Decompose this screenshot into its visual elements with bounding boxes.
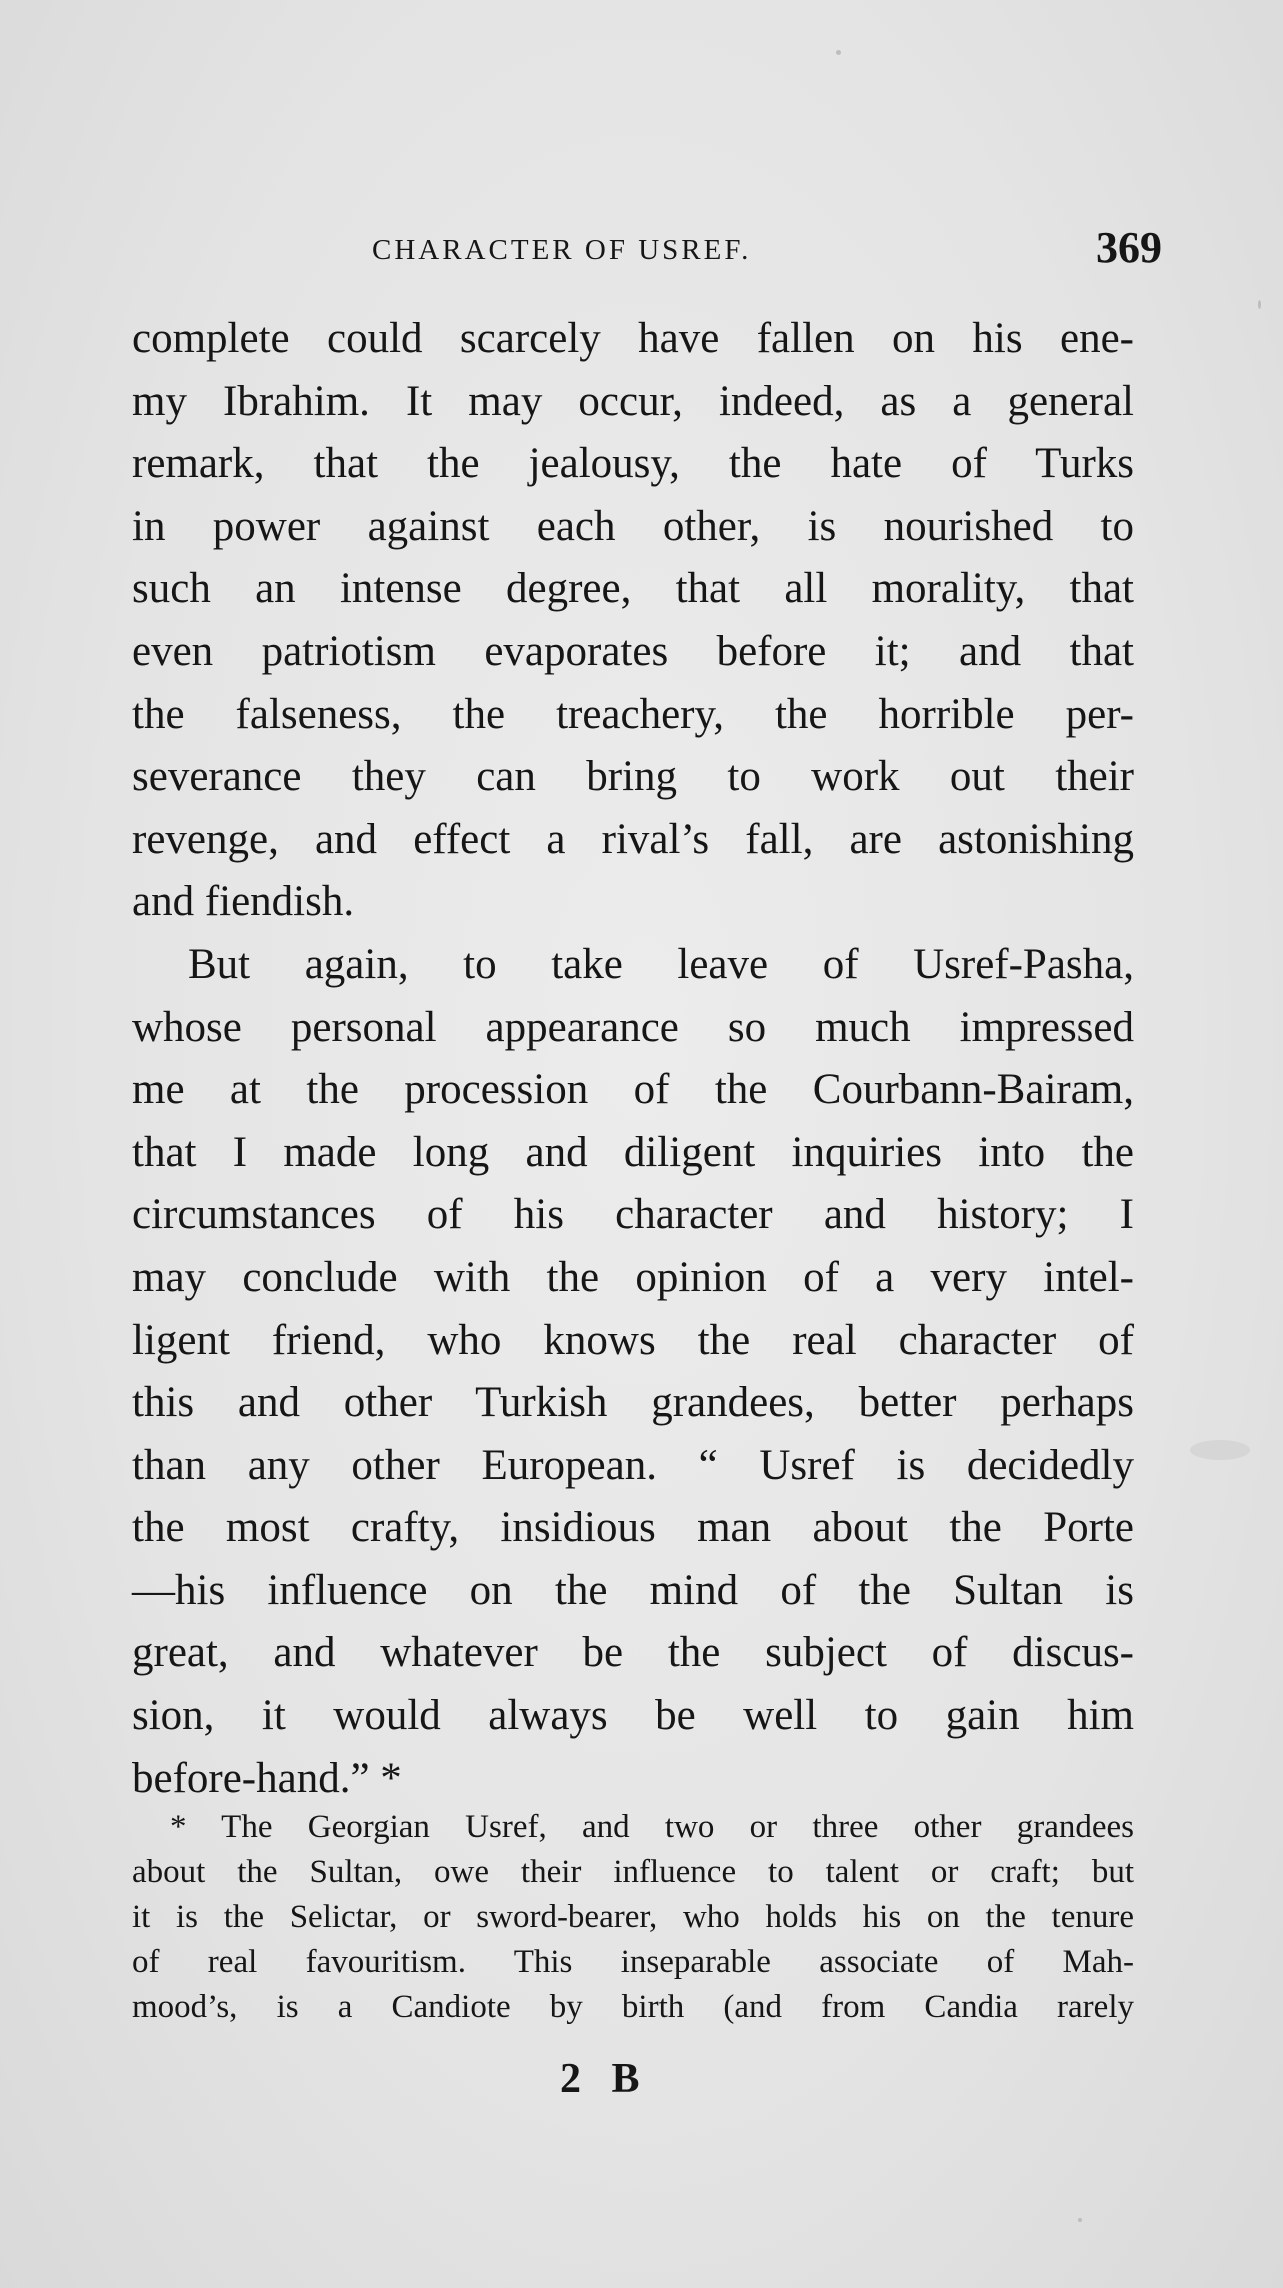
footnote-line: mood’s, is a Candiote by birth (and from Candia rarely bbox=[132, 1989, 1134, 2025]
body-line: even patriotism evaporates before it; and that bbox=[132, 627, 1134, 675]
body-line: than any other European. “ Usref is decidedly bbox=[132, 1441, 1134, 1489]
body-line: my Ibrahim. It may occur, indeed, as a general bbox=[132, 377, 1134, 425]
body-line: me at the procession of the Courbann-Bairam, bbox=[132, 1066, 1134, 1114]
footnote-line: it is the Selictar, or sword-bearer, who holds his on the tenure bbox=[132, 1899, 1134, 1935]
signature-mark: 2 B bbox=[560, 2056, 650, 2102]
paper-speck bbox=[1258, 300, 1261, 309]
body-line: great, and whatever be the subject of discus- bbox=[132, 1629, 1134, 1677]
body-line-paragraph-end: before-hand.” * bbox=[132, 1754, 402, 1802]
body-line-paragraph-end: and fiendish. bbox=[132, 878, 355, 926]
page-number: 369 bbox=[1096, 223, 1162, 272]
body-line: severance they can bring to work out their bbox=[132, 753, 1134, 801]
paper-speck bbox=[836, 50, 841, 55]
footnote bbox=[132, 1805, 1134, 2030]
footnote-line: of real favouritism. This inseparable associate of Mah- bbox=[132, 1944, 1134, 1980]
body-line: remark, that the jealousy, the hate of Turks bbox=[132, 440, 1134, 488]
paper-speck bbox=[1078, 2218, 1082, 2222]
running-head bbox=[132, 222, 1162, 274]
body-line: the most crafty, insidious man about the Porte bbox=[132, 1504, 1134, 1552]
body-line: revenge, and effect a rival’s fall, are astonishing bbox=[132, 815, 1134, 863]
footnote-line: about the Sultan, owe their influence to talent or craft; but bbox=[132, 1854, 1134, 1890]
running-title: CHARACTER OF USREF. bbox=[372, 234, 752, 266]
body-line: such an intense degree, that all morality, that bbox=[132, 565, 1134, 613]
body-line: complete could scarcely have fallen on his ene- bbox=[132, 315, 1134, 362]
body-line: whose personal appearance so much impressed bbox=[132, 1003, 1134, 1051]
body-line: that I made long and diligent inquiries into the bbox=[132, 1128, 1134, 1176]
body-line: ligent friend, who knows the real character of bbox=[132, 1316, 1134, 1364]
body-line: may conclude with the opinion of a very intel- bbox=[132, 1253, 1134, 1301]
footnote-line: * The Georgian Usref, and two or three other grandees bbox=[170, 1809, 1134, 1845]
body-text bbox=[132, 308, 1134, 1810]
body-line: —his influence on the mind of the Sultan is bbox=[132, 1566, 1134, 1614]
body-line: the falseness, the treachery, the horrible per- bbox=[132, 690, 1134, 738]
body-line: circumstances of his character and history; I bbox=[132, 1191, 1134, 1239]
body-line: this and other Turkish grandees, better perhaps bbox=[132, 1379, 1134, 1427]
body-line-paragraph-start: But again, to take leave of Usref-Pasha, bbox=[188, 940, 1134, 988]
paper-speck bbox=[1190, 1440, 1250, 1460]
body-line: sion, it would always be well to gain him bbox=[132, 1692, 1134, 1740]
body-line: in power against each other, is nourished to bbox=[132, 502, 1134, 550]
